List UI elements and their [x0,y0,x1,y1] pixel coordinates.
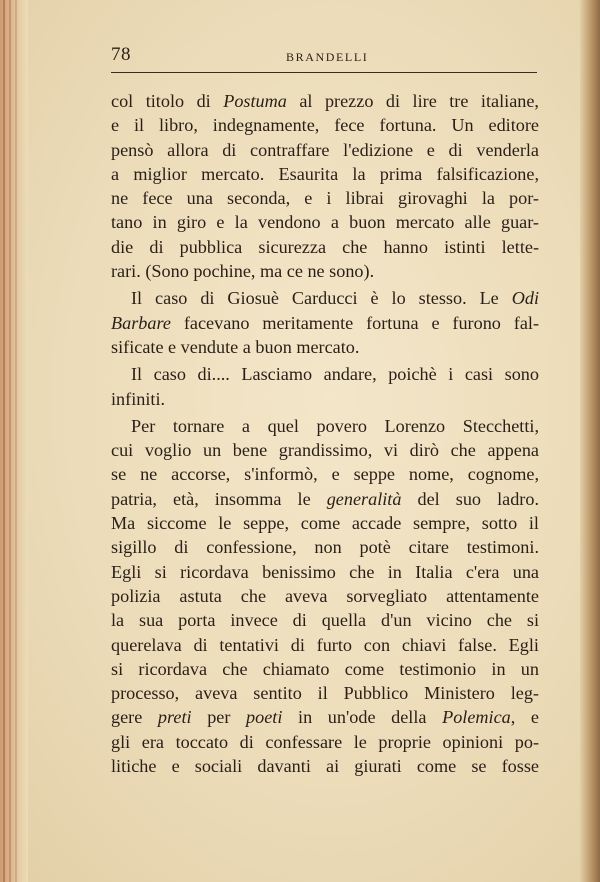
text-line [111,89,539,113]
text-line [111,414,539,438]
text-segment: in un'ode della [282,707,443,728]
text-line [111,730,539,754]
text-segment: sigillo di confessione, non potè citare testimoni. [111,537,539,558]
text-line [111,754,539,778]
text-line [111,259,539,283]
text-line [111,235,539,259]
text-segment: se ne accorse, s'informò, e seppe nome, cognome, [111,464,539,485]
text-segment: a miglior mercato. Esaurita la prima falsificazione, [111,163,539,184]
running-head: BRANDELLI [286,50,369,64]
text-segment: Il caso di Giosuè Carducci è lo stesso. Le [131,288,512,309]
text-segment: , e [510,707,539,728]
text-segment: si ricordava che chiamato come testimonio in un [111,658,539,679]
text-segment: Egli si ricordava benissimo che in Italia c'era una [111,561,539,582]
page-number: 78 [111,44,131,65]
text-segment: sificate e vendute a buon mercato. [111,336,360,357]
body-text [111,89,539,778]
text-line [111,186,539,210]
text-segment: cui voglio un bene grandissimo, vi dirò che appena [111,440,539,461]
text-segment: Per tornare a quel povero Lorenzo Stecchetti, [131,415,539,436]
italic-text: generalità [326,488,402,509]
text-segment: ne fece una seconda, e i librai girovaghi la por- [111,188,539,209]
text-segment: gere [111,707,158,728]
text-segment: la sua porta invece di quella d'un vicino che si [111,610,539,631]
italic-text: poeti [246,707,283,728]
page-edge-left [0,0,28,882]
text-segment: querelava di tentativi di furto con chiavi false. Egli [111,634,539,655]
text-line [111,705,539,729]
text-line [111,113,539,137]
paragraph [111,89,539,283]
text-line [111,335,539,359]
paragraph [111,286,539,359]
text-line [111,286,539,310]
text-line [111,311,539,335]
italic-text: Polemica [442,707,511,728]
text-segment: die di pubblica sicurezza che hanno istinti lette- [111,236,539,257]
text-line [111,438,539,462]
text-segment: processo, aveva sentito il Pubblico Ministero leg- [111,683,539,704]
text-line [111,162,539,186]
italic-text: Odi [511,288,539,309]
italic-text: Barbare [111,312,171,333]
text-segment: Ma siccome le seppe, come accade sempre, sotto il [111,513,539,534]
text-segment: litiche e sociali davanti ai giurati come se fosse [111,756,539,777]
page-header [111,44,537,74]
text-line [111,608,539,632]
text-line [111,362,539,386]
text-segment: col titolo di [111,91,224,111]
text-segment: per [191,707,247,728]
text-line [111,584,539,608]
text-segment: gli era toccato di confessare le proprie opinioni po- [111,731,539,752]
text-line [111,535,539,559]
text-segment: patria, età, insomma le [111,488,327,509]
text-line [111,210,539,234]
text-segment: del suo ladro. [401,488,539,509]
page-edge-right [580,0,600,882]
text-line [111,681,539,705]
text-line [111,560,539,584]
paragraph [111,414,539,778]
text-segment: rari. (Sono pochine, ma ce ne sono). [111,261,375,282]
text-line [111,633,539,657]
text-segment: pensò allora di contraffare l'edizione e di venderla [111,139,539,160]
italic-text: Postuma [223,91,287,111]
text-segment: polizia astuta che aveva sorvegliato attentamente [111,585,539,606]
italic-text: preti [157,707,192,728]
header-rule [111,72,537,73]
text-segment: infiniti. [111,388,166,409]
text-segment: e il libro, indegnamente, fece fortuna. Un editore [111,115,539,136]
text-segment: al prezzo di lire tre italiane, [286,91,539,111]
text-line [111,462,539,486]
text-line [111,511,539,535]
text-segment: Il caso di.... Lasciamo andare, poichè i casi sono [131,364,539,385]
text-segment: tano in giro e la vendono a buon mercato alle guar- [111,212,539,233]
text-segment: facevano meritamente fortuna e furono fal- [170,312,539,333]
text-line [111,387,539,411]
text-line [111,657,539,681]
text-line [111,487,539,511]
paragraph [111,362,539,411]
text-line [111,138,539,162]
